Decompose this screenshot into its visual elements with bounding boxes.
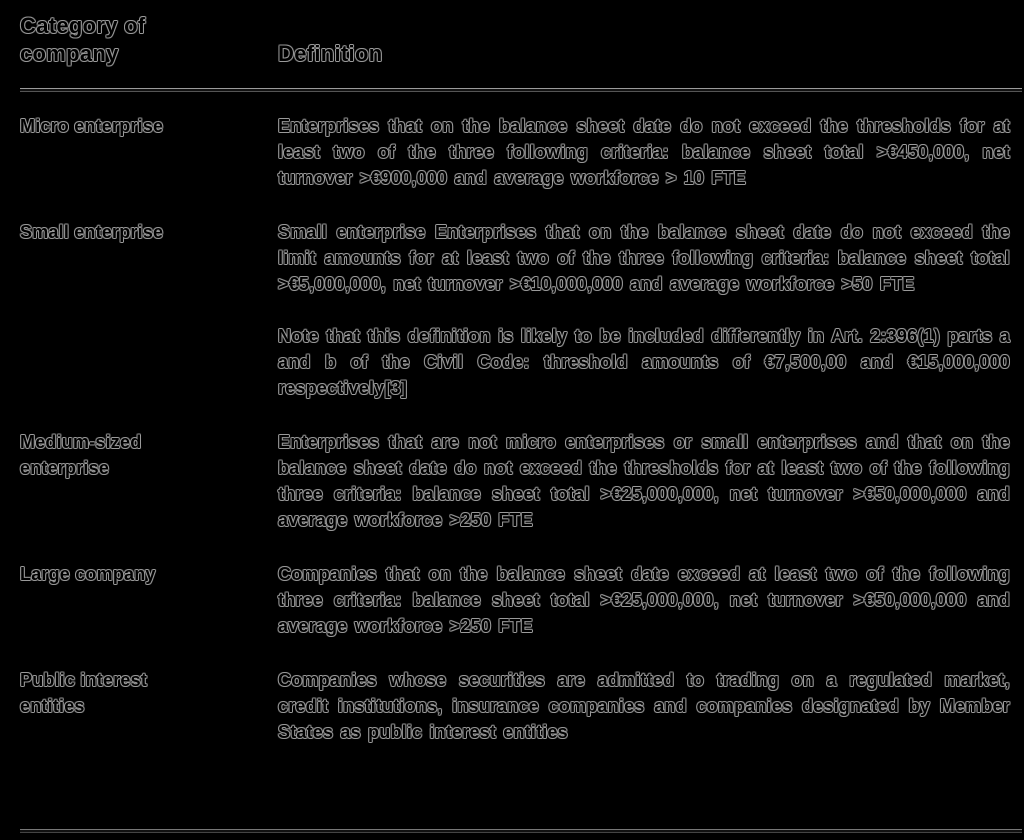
category-cell: Large company — [20, 564, 156, 584]
table-row — [20, 561, 1010, 639]
definition-paragraph: Small enterprise Enterprises that on the balance sheet date do not exceed the limit amounts for at least two of the three following criteria: balance sheet total >€5,000,000, net turnover >€10,000,000 and average workforce >50 FTE — [278, 222, 1010, 294]
table-header-row — [20, 12, 1010, 68]
category-cell: Public interest entities — [20, 670, 148, 716]
definition-paragraph: Enterprises that are not micro enterprises or small enterprises and that on the balance sheet date do not exceed the thresholds for at least two of the following three criteria: balance sheet total >€25,000,000, net turnover >€50,000,000 and average workforce >250 FTE — [278, 432, 1010, 530]
column-header-category: Category of company — [20, 13, 146, 66]
category-cell: Medium-sized enterprise — [20, 432, 142, 478]
definition-paragraph: Companies whose securities are admitted to trading on a regulated market, credit institutions, insurance companies and companies designated by Member States as public interest entities — [278, 670, 1010, 742]
definition-cell — [278, 113, 1010, 191]
table-body — [20, 113, 1010, 745]
definition-cell — [278, 429, 1010, 533]
category-cell: Small enterprise — [20, 222, 164, 242]
definition-cell — [278, 219, 1010, 401]
table-row — [20, 429, 1010, 533]
definition-paragraph: Note that this definition is likely to be included differently in Art. 2:396(1) parts a and b of the Civil Code: threshold amounts of €7,500,00 and €15,000,000 respectively[3] — [278, 326, 1010, 398]
bottom-divider — [20, 829, 1022, 833]
table-row — [20, 219, 1010, 401]
column-header-definition: Definition — [278, 41, 383, 66]
definition-paragraph: Companies that on the balance sheet date exceed at least two of the following three criteria: balance sheet total >€25,000,000, net turnover >€50,000,000 and average workforce >250 FTE — [278, 564, 1010, 636]
definition-cell — [278, 561, 1010, 639]
definition-paragraph: Enterprises that on the balance sheet date do not exceed the thresholds for at least two of the three following criteria: balance sheet total >€450,000, net turnover >€900,000 and average workforce > 10 FTE — [278, 116, 1010, 188]
definition-cell — [278, 667, 1010, 745]
category-cell: Micro enterprise — [20, 116, 164, 136]
table-row — [20, 113, 1010, 191]
table-row — [20, 667, 1010, 745]
header-divider — [20, 88, 1022, 92]
